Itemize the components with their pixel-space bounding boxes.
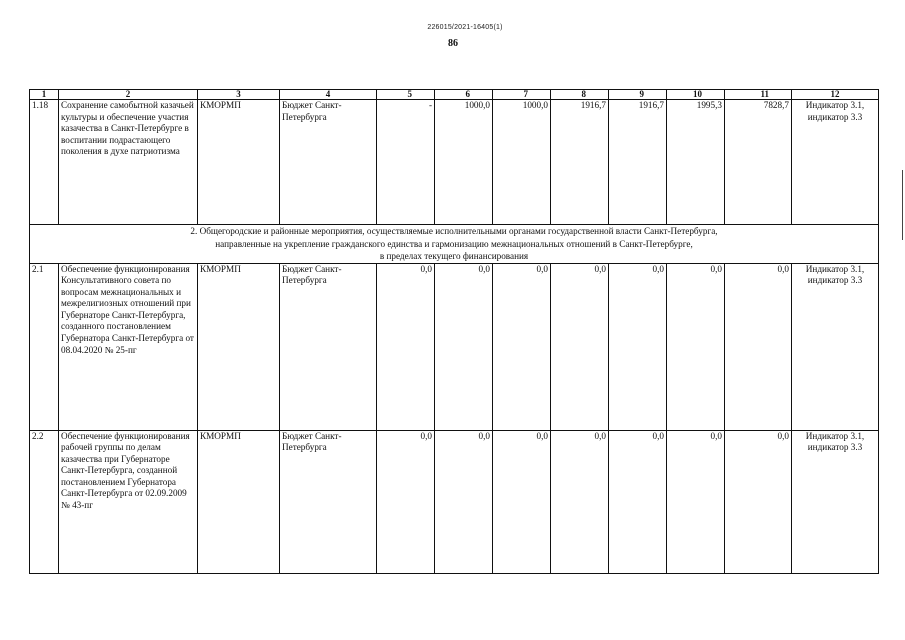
executor-cell: КМОРМП	[198, 263, 280, 430]
value-cell: 0,0	[435, 263, 493, 430]
value-cell: 0,0	[435, 430, 493, 573]
value-cell: 0,0	[551, 430, 609, 573]
section-heading-line: 2. Общегородские и районные мероприятия, осуществляемые исполнительными органами государственной власти Санкт-Петербурга,	[190, 226, 718, 236]
value-cell: 1916,7	[551, 100, 609, 225]
column-header: 6	[435, 90, 493, 100]
funding-source-cell: Бюджет Санкт-Петербурга	[280, 263, 377, 430]
column-header: 12	[792, 90, 879, 100]
value-cell: 0,0	[493, 430, 551, 573]
column-header: 5	[377, 90, 435, 100]
activity-description: Обеспечение функционирования рабочей группы по делам казачества при Губернаторе Санкт-Петербурга, созданной постановлением Губернатора Санкт-Петербурга от 02.09.2009 № 43-пг	[59, 430, 198, 573]
table-row	[30, 263, 879, 430]
activity-description: Сохранение самобытной казачьей культуры и обеспечение участия казачества в Санкт-Петербурге в воспитании подрастающего поколения в духе патриотизма	[59, 100, 198, 225]
value-cell: -	[377, 100, 435, 225]
column-header: 1	[30, 90, 59, 100]
value-cell: 0,0	[493, 263, 551, 430]
column-header: 4	[280, 90, 377, 100]
indicator-cell: Индикатор 3.1, индикатор 3.3	[792, 263, 879, 430]
column-header: 11	[725, 90, 792, 100]
executor-cell: КМОРМП	[198, 100, 280, 225]
value-cell: 1000,0	[493, 100, 551, 225]
value-cell: 0,0	[609, 263, 667, 430]
section-heading-row	[30, 225, 879, 264]
section-heading-line: направленные на укрепление гражданского единства и гармонизацию межнациональных отношений в Санкт-Петербурге,	[215, 238, 693, 249]
document-registration-id: 226015/2021-16405(1)	[427, 24, 503, 31]
column-number-row	[30, 90, 879, 100]
value-cell: 1916,7	[609, 100, 667, 225]
value-cell: 0,0	[551, 263, 609, 430]
table-row	[30, 430, 879, 573]
funding-source-cell: Бюджет Санкт-Петербурга	[280, 430, 377, 573]
funding-source-cell: Бюджет Санкт-Петербурга	[280, 100, 377, 225]
program-activities-table	[29, 89, 879, 574]
indicator-cell: Индикатор 3.1, индикатор 3.3	[792, 100, 879, 225]
activity-description: Обеспечение функционирования Консультативного совета по вопросам межнациональных и межрелигиозных отношений при Губернаторе Санкт-Петербурга, созданного постановлением Губернатора Санкт-Петербурга от 08.04.2020 № 25-пг	[59, 263, 198, 430]
column-header: 7	[493, 90, 551, 100]
column-header: 9	[609, 90, 667, 100]
page-number: 86	[448, 38, 458, 49]
row-number: 2.2	[30, 430, 59, 573]
value-cell: 0,0	[377, 263, 435, 430]
value-cell: 7828,7	[725, 100, 792, 225]
row-number: 1.18	[30, 100, 59, 225]
executor-cell: КМОРМП	[198, 430, 280, 573]
section-heading-line: в пределах текущего финансирования	[379, 251, 529, 261]
value-cell: 0,0	[667, 263, 725, 430]
value-cell: 0,0	[667, 430, 725, 573]
value-cell: 1000,0	[435, 100, 493, 225]
section-heading	[30, 225, 879, 264]
indicator-cell: Индикатор 3.1, индикатор 3.3	[792, 430, 879, 573]
value-cell: 0,0	[725, 430, 792, 573]
column-header: 8	[551, 90, 609, 100]
table-row	[30, 100, 879, 225]
value-cell: 1995,3	[667, 100, 725, 225]
column-header: 2	[59, 90, 198, 100]
column-header: 3	[198, 90, 280, 100]
value-cell: 0,0	[725, 263, 792, 430]
value-cell: 0,0	[609, 430, 667, 573]
row-number: 2.1	[30, 263, 59, 430]
column-header: 10	[667, 90, 725, 100]
scan-edge-mark	[902, 170, 903, 240]
value-cell: 0,0	[377, 430, 435, 573]
